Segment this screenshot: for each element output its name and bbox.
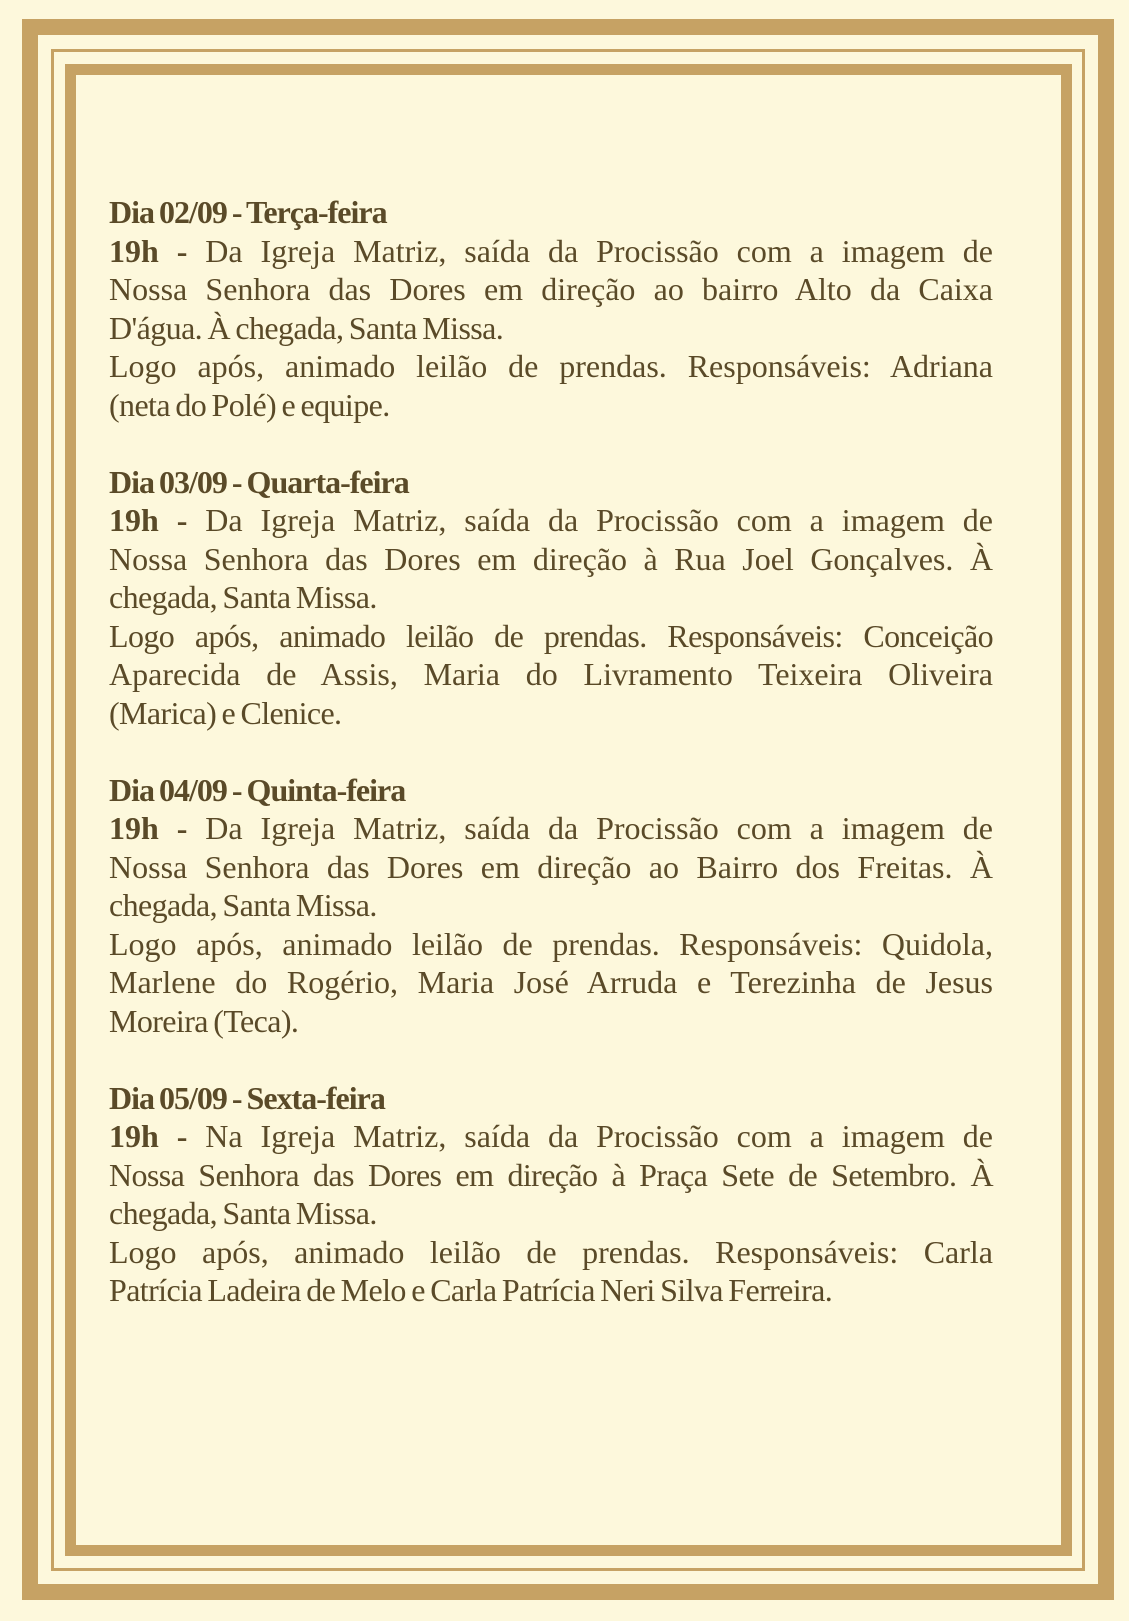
event-line: Nossa Senhora das Dores em direção à Rua Joel Gonçalves. À <box>109 540 993 577</box>
event-text: Da Igreja Matriz, saída da Procissão com a imagem de <box>187 810 993 846</box>
event-line: D'água. À chegada, Santa Missa. <box>109 309 504 346</box>
event-line: Nossa Senhora das Dores em direção ao Bairro dos Freitas. À <box>109 848 993 885</box>
event-line: chegada, Santa Missa. <box>109 579 377 615</box>
event-time: 19h - <box>109 232 188 269</box>
schedule-day-0209 <box>109 193 993 424</box>
event-line: Aparecida de Assis, Maria do Livramento Teixeira Oliveira <box>109 656 993 692</box>
event-line: Nossa Senhora das Dores em direção à Praça Sete de Setembro. À <box>109 1156 993 1193</box>
event-time: 19h - <box>109 1118 188 1154</box>
schedule-content <box>109 193 993 1348</box>
event-line: Marlene do Rogério, Maria José Arruda e Terezinha de Jesus <box>109 964 993 1000</box>
event-line: (neta do Polé) e equipe. <box>109 386 390 423</box>
day-heading: Dia 05/09 - Sexta-feira <box>109 1079 385 1116</box>
event-line: Nossa Senhora das Dores em direção ao bairro Alto da Caixa <box>109 271 993 307</box>
event-text: Da Igreja Matriz, saída da Procissão com a imagem de <box>187 502 993 538</box>
event-line <box>109 809 993 848</box>
day-heading: Dia 04/09 - Quinta-feira <box>109 771 406 808</box>
event-line: Patrícia Ladeira de Melo e Carla Patrícia Neri Silva Ferreira. <box>109 1272 833 1308</box>
event-line <box>109 1117 993 1156</box>
event-line: Moreira (Teca). <box>109 1002 299 1039</box>
schedule-day-0409 <box>109 771 993 1041</box>
day-heading: Dia 02/09 - Terça-feira <box>109 194 387 230</box>
event-line: Logo após, animado leilão de prendas. Responsáveis: Adriana <box>109 348 993 384</box>
event-line: Logo após, animado leilão de prendas. Responsáveis: Carla <box>109 1233 993 1270</box>
schedule-day-0309 <box>109 463 993 733</box>
schedule-day-0509 <box>109 1079 993 1310</box>
event-text: Na Igreja Matriz, saída da Procissão com a imagem de <box>187 1118 993 1154</box>
day-heading: Dia 03/09 - Quarta-feira <box>109 463 409 500</box>
event-text: Da Igreja Matriz, saída da Procissão com a imagem de <box>187 232 993 269</box>
event-line: chegada, Santa Missa. <box>109 1195 377 1231</box>
event-line: Logo após, animado leilão de prendas. Responsáveis: Conceição <box>109 617 993 654</box>
event-time: 19h - <box>109 810 188 846</box>
event-line <box>109 232 993 271</box>
event-line <box>109 501 993 540</box>
event-line: (Marica) e Clenice. <box>109 694 342 731</box>
event-line: Logo após, animado leilão de prendas. Responsáveis: Quidola, <box>109 925 993 962</box>
event-time: 19h - <box>109 502 188 538</box>
event-line: chegada, Santa Missa. <box>109 887 377 923</box>
